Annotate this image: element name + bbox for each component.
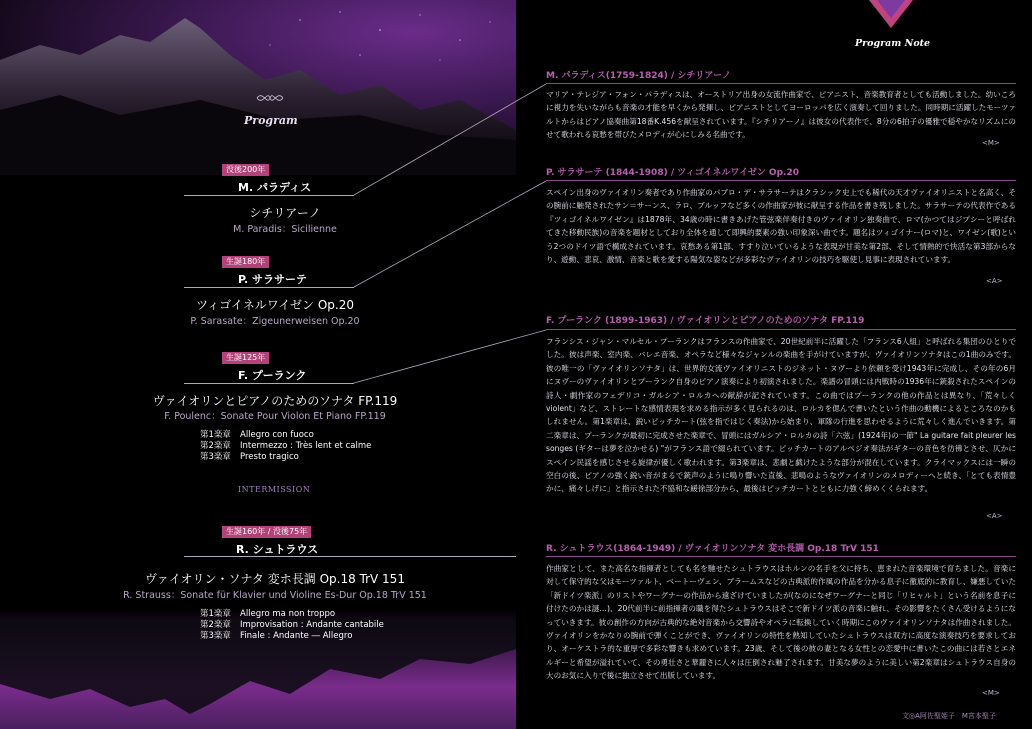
note-rule [546, 83, 1016, 84]
divider [184, 556, 516, 557]
composer-name: P. サラサーテ [238, 273, 308, 286]
work-title-jp: シチリアーノ [249, 206, 321, 220]
movement-row: 第2楽章 Intermezzo : Très lent et calme [200, 441, 372, 451]
author-tag: <M> [982, 689, 1000, 697]
program-note-page [516, 0, 1032, 729]
movement-row: 第1楽章 Allegro con fuoco [200, 430, 314, 440]
work-title-en: P. Sarasate：Zigeunerweisen Op.20 [190, 316, 360, 327]
composer-name: M. パラディス [238, 181, 312, 194]
divider [184, 195, 354, 196]
writer-credit: 文◎A阿佐聖姫子 M宮本聖子 [902, 712, 996, 720]
note-body: マリア・テレジア・フォン・パラディスは、オーストリア出身の女流作曲家で、ピアニスト、音楽教育者としても活動しました。幼いころに視力を失いながらも音楽の才能を早くから発揮し、ピアニストとしてヨーロッパを広く演奏して回りました。同時期に活躍したモーツァルトからはピアノ協奏曲第18番K.456を献呈されています。『シチリアーノ』は彼女の代表作で、8分の6拍子の優雅で穏やかなリズムにのせて歌われる哀愁を帯びたメロディが心にしみる名曲です。 [546, 90, 1016, 140]
work-title-en: R. Strauss：Sonate für Klavier und Violine Es-Dur Op.18 TrV 151 [123, 590, 427, 601]
movement-row: 第3楽章 Presto tragico [200, 452, 299, 462]
work-title-jp: ヴァイオリン・ソナタ 変ホ長調 Op.18 TrV 151 [145, 572, 405, 586]
author-tag: <M> [982, 139, 1000, 147]
anniversary-badge: 没後200年 [222, 164, 269, 176]
intermission-label: INTERMISSION [238, 485, 311, 494]
note-heading: P. サラサーテ (1844-1908) / ツィゴイネルワイゼン Op.20 [546, 168, 799, 178]
composer-name: R. シュトラウス [236, 543, 319, 556]
note-rule [546, 556, 1016, 557]
composer-name: F. プーランク [238, 369, 307, 382]
mountain-silhouette [0, 0, 516, 175]
triangle-ornament-icon [869, 0, 913, 30]
work-title-jp: ツィゴイネルワイゼン Op.20 [195, 298, 355, 312]
author-tag: <A> [986, 512, 1003, 520]
note-heading: F. プーランク (1899-1963) / ヴァイオリンとピアノのためのソナタ FP.119 [546, 316, 865, 326]
note-body: 作曲家として、また高名な指揮者としても名を馳せたシュトラウスはホルンの名手を父に持ち、恵まれた音楽環境で育ちました。音楽に対して保守的な父はモーツァルト、ベートーヴェン、ブラームスなどの古典派的作風の作品を分かる息子に徹底的に教育し、嫌悪していた「新ドイツ楽派」のリストやワーグナーの作品から遠ざけていましたが(なのになぜワーグナーと同じ「リヒャルト」という名前を息子に付けたのかは謎…)、20代前半に前指揮者の職を得たシュトラウスはそこで新ドイツ派の音楽に触れ、その影響をたくさん受けるようになっていきます。彼の創作の方向が古典的な絶対音楽から交響詩やオペラに転換していく時期にこのヴァイオリンソナタは作曲されました。ヴァイオリンをかなりの腕前で弾くことができ、ヴァイオリンの特性を熟知していたシュトラウスは双方に高度な演奏技巧を要求しており、オーケストラ的な重厚で多彩な響きも求めています。23歳、そして後の彼の妻となる女性との恋愛中に書いたこの曲には若さとエネルギーと希望が溢れていて、その勇壮さと華麗さに人々は圧倒され魅了されます。甘美な夢のように美しい第2楽章はシュトラウス自身の大のお気に入りで後に独立させて出版しています。 [546, 564, 1016, 681]
anniversary-badge: 生誕160年 / 没後75年 [222, 526, 311, 538]
movement-row: 第1楽章 Allegro ma non troppo [200, 609, 336, 619]
note-body: フランシス・ジャン・マルセル・プーランクはフランスの作曲家で、20世紀前半に活躍した「フランス6人組」と呼ばれる集団のひとりでした。彼は声楽、室内楽、バレエ音楽、オペラなど様々なジャンルの楽曲を手がけていますが、ヴァイオリンソナタはこの1曲のみです。彼の唯一の「ヴァイオリンソナタ」は、世界的女流ヴァイオリニストのジネット・ヌヴーより依頼を受け1943年に完成し、その年の6月にヌヴーのヴァイオリンとプーランク自身のピアノ演奏により初演されました。楽譜の冒頭には内戦時の1936年に銃殺されたスペインの詩人・劇作家のフェデリコ・ガルシア・ロルカへの献辞が記されています。この曲ではプーランクの他の作品とは異なり、「荒々しく violent」など、ストレートな感情表現を求める指示が多く見られるのは、ロルカを偲んで書いたという作曲の動機によるところなのかもしれません。第1楽章は、鋭いピッチカート(弦を指ではじく奏法)から始まり、軍隊の行進を思わせるように荒々しく進んでいきます。第二楽章は、プーランクが最初に完成させた楽章で、冒頭にはガルシア・ロルカの詩「六弦」(1924年)の一節" La guitare fait pleurer les songes (ギターは夢を泣かせる) "がフランス語で綴られています。ピッチカートのアルペジオ奏法がギターの音色を彷彿とさせ、仄かにスペイン民謡を感じさせる旋律が優しく歌われます。第3楽章は、悲劇と戯けたような部分が混在しています。クライマックスには一瞬の空白の後、ピアノの強く鋭い音がまるで銃声のように鳴り響いた直後、悲鳴のようなヴァイオリンのメロディーへと続き、「とても表情豊かに、痛々しげに」と指示された不協和な緩徐部分から、最後はピッチカートとともに力強く締めくくられます。 [546, 337, 1016, 494]
author-tag: <A> [986, 277, 1003, 285]
note-heading: R. シュトラウス(1864-1949) / ヴァイオリンソナタ 変ホ長調 Op.18 TrV 151 [546, 544, 879, 554]
program-title: Program [244, 114, 298, 127]
work-title-en: F. Poulenc：Sonate Pour Violon Et Piano FP.119 [164, 411, 386, 422]
work-title-jp: ヴァイオリンとピアノのためのソナタ FP.119 [152, 394, 398, 408]
work-title-en: M. Paradis：Sicilienne [233, 224, 337, 235]
note-rule [546, 329, 1016, 330]
ornament-icon [255, 90, 285, 106]
anniversary-badge: 生誕180年 [222, 256, 269, 268]
note-rule [546, 180, 1016, 181]
anniversary-badge: 生誕125年 [222, 352, 269, 364]
note-heading: M. パラディス(1759-1824) / シチリアーノ [546, 71, 731, 81]
divider [184, 383, 354, 384]
divider [184, 287, 354, 288]
program-note-title: Program Note [855, 38, 931, 49]
movement-row: 第3楽章 Finale : Andante ― Allegro [200, 631, 353, 641]
movement-row: 第2楽章 Improvisation : Andante cantabile [200, 620, 384, 630]
note-body: スペイン出身のヴァイオリン奏者であり作曲家のパブロ・デ・サラサーテはクラシック史上でも稀代の天才ヴァイオリニストと名高く、その腕前に触発されたサン＝サーンス、ラロ、ブルッフなど多くの作曲家が彼に献呈する作品を書き残しました。サラサーテの代表作である『ツィゴイネルワイゼン』は1878年、34歳の時に書きあげた管弦楽伴奏付きのヴァイオリン独奏曲で、ロマ(かつてはジプシーと呼ばれてきた移動民族)の音楽を題材としており全体を通して即興的要素の強い印象深い曲です。題名はツィゴイナー(ロマ)と、ワイゼン(歌)という2つのドイツ語で構成されています。哀愁ある第1部、すすり泣いているような表現が甘美な第2部、そして情熱的で快活な第3部からなり、遊動、悲哀、激情、音楽と歌を愛する陽気な姿などが多彩なヴァイオリンの技巧を駆使し見事に表現されています。 [546, 188, 1017, 265]
